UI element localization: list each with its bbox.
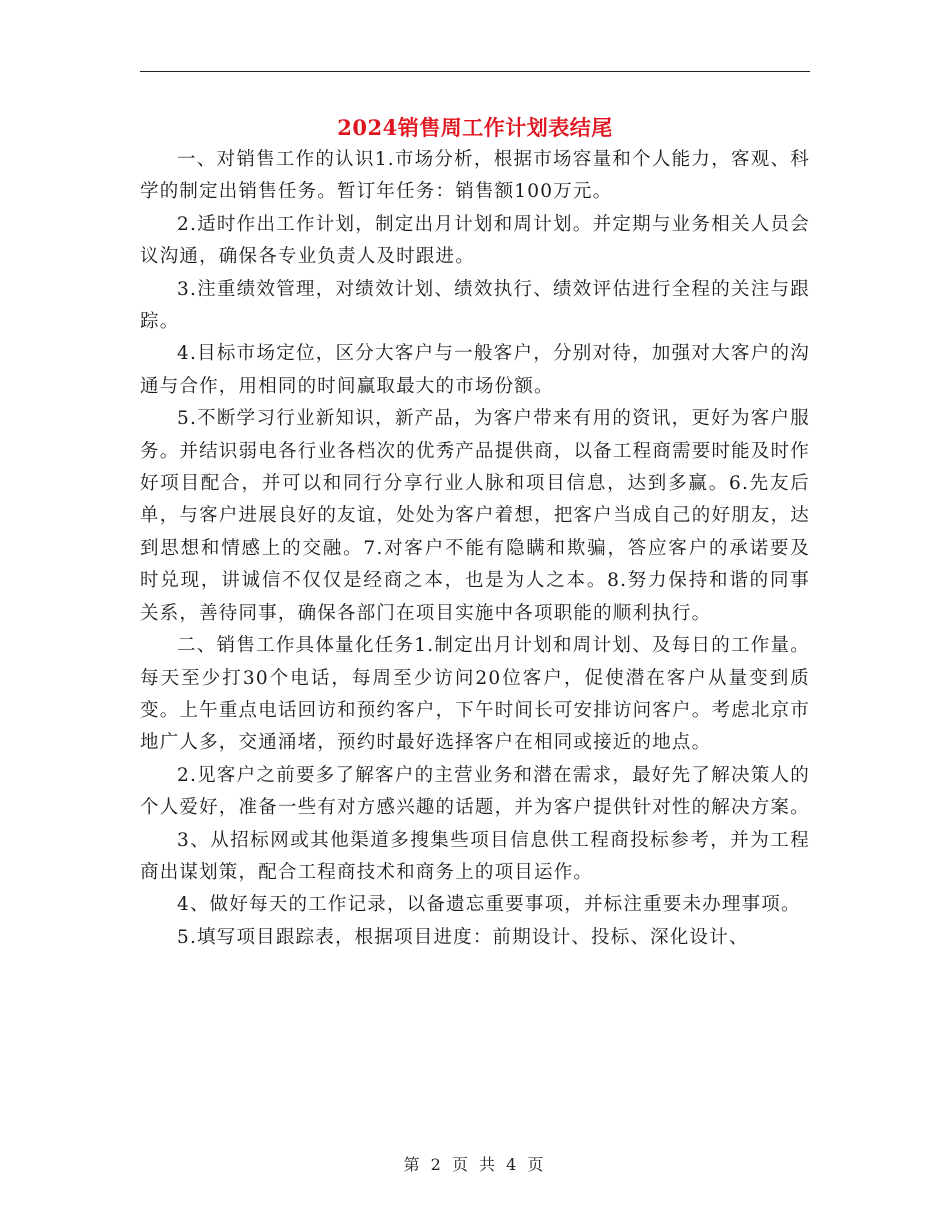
header-rule	[140, 71, 810, 72]
paragraph-sales-understanding: 一、对销售工作的认识1.市场分析，根据市场容量和个人能力，客观、科学的制定出销售任务。暂订年任务：销售额100万元。	[140, 149, 810, 203]
document-title: 2024销售周工作计划表结尾	[337, 115, 613, 140]
paragraph-performance-management: 3.注重绩效管理，对绩效计划、绩效执行、绩效评估进行全程的关注与跟踪。	[140, 278, 810, 333]
paragraph-project-info: 3、从招标网或其他渠道多搜集些项目信息供工程商投标参考，并为工程商出谋划策，配合工程商技术和商务上的项目运作。	[140, 829, 810, 883]
document-body	[140, 144, 810, 954]
paragraph-target-market: 4.目标市场定位，区分大客户与一般客户，分别对待，加强对大客户的沟通与合作，用相同的时间赢取最大的市场份额。	[140, 343, 810, 397]
paragraph-continuous-learning: 5.不断学习行业新知识，新产品，为客户带来有用的资讯，更好为客户服务。并结识弱电各行业各档次的优秀产品提供商，以备工程商需要时能及时作好项目配合，并可以和同行分享行业人脉和项目信息，达到多赢。6.先友后单，与客户进展良好的友谊，处处为客户着想，把客户当成自己的好朋友，达到思想和情感上的交融。7.对客户不能有隐瞒和欺骗，答应客户的承诺要及时兑现，讲诚信不仅仅是经商之本，也是为人之本。8.努力保持和谐的同事关系，善待同事，确保各部门在项目实施中各项职能的顺利执行。	[140, 408, 810, 624]
paragraph-quantified-tasks: 二、销售工作具体量化任务1.制定出月计划和周计划、及每日的工作量。每天至少打30个电话，每周至少访问20位客户，促使潜在客户从量变到质变。上午重点电话回访和预约客户，下午时间长可安排访问客户。考虑北京市地广人多，交通涌堵，预约时最好选择客户在相同或接近的地点。	[140, 635, 810, 754]
page-number-footer: 第 2 页 共 4 页	[403, 1155, 547, 1174]
paragraph-work-plan: 2.适时作出工作计划，制定出月计划和周计划。并定期与业务相关人员会议沟通，确保各专业负责人及时跟进。	[140, 213, 810, 268]
paragraph-work-records: 4、做好每天的工作记录，以备遗忘重要事项，并标注重要未办理事项。	[177, 894, 801, 916]
paragraph-client-research: 2.见客户之前要多了解客户的主营业务和潜在需求，最好先了解决策人的个人爱好，准备一些有对方感兴趣的话题，并为客户提供针对性的解决方案。	[140, 764, 810, 819]
paragraph-project-tracking: 5.填写项目跟踪表，根据项目进度：前期设计、投标、深化设计、	[177, 926, 749, 948]
